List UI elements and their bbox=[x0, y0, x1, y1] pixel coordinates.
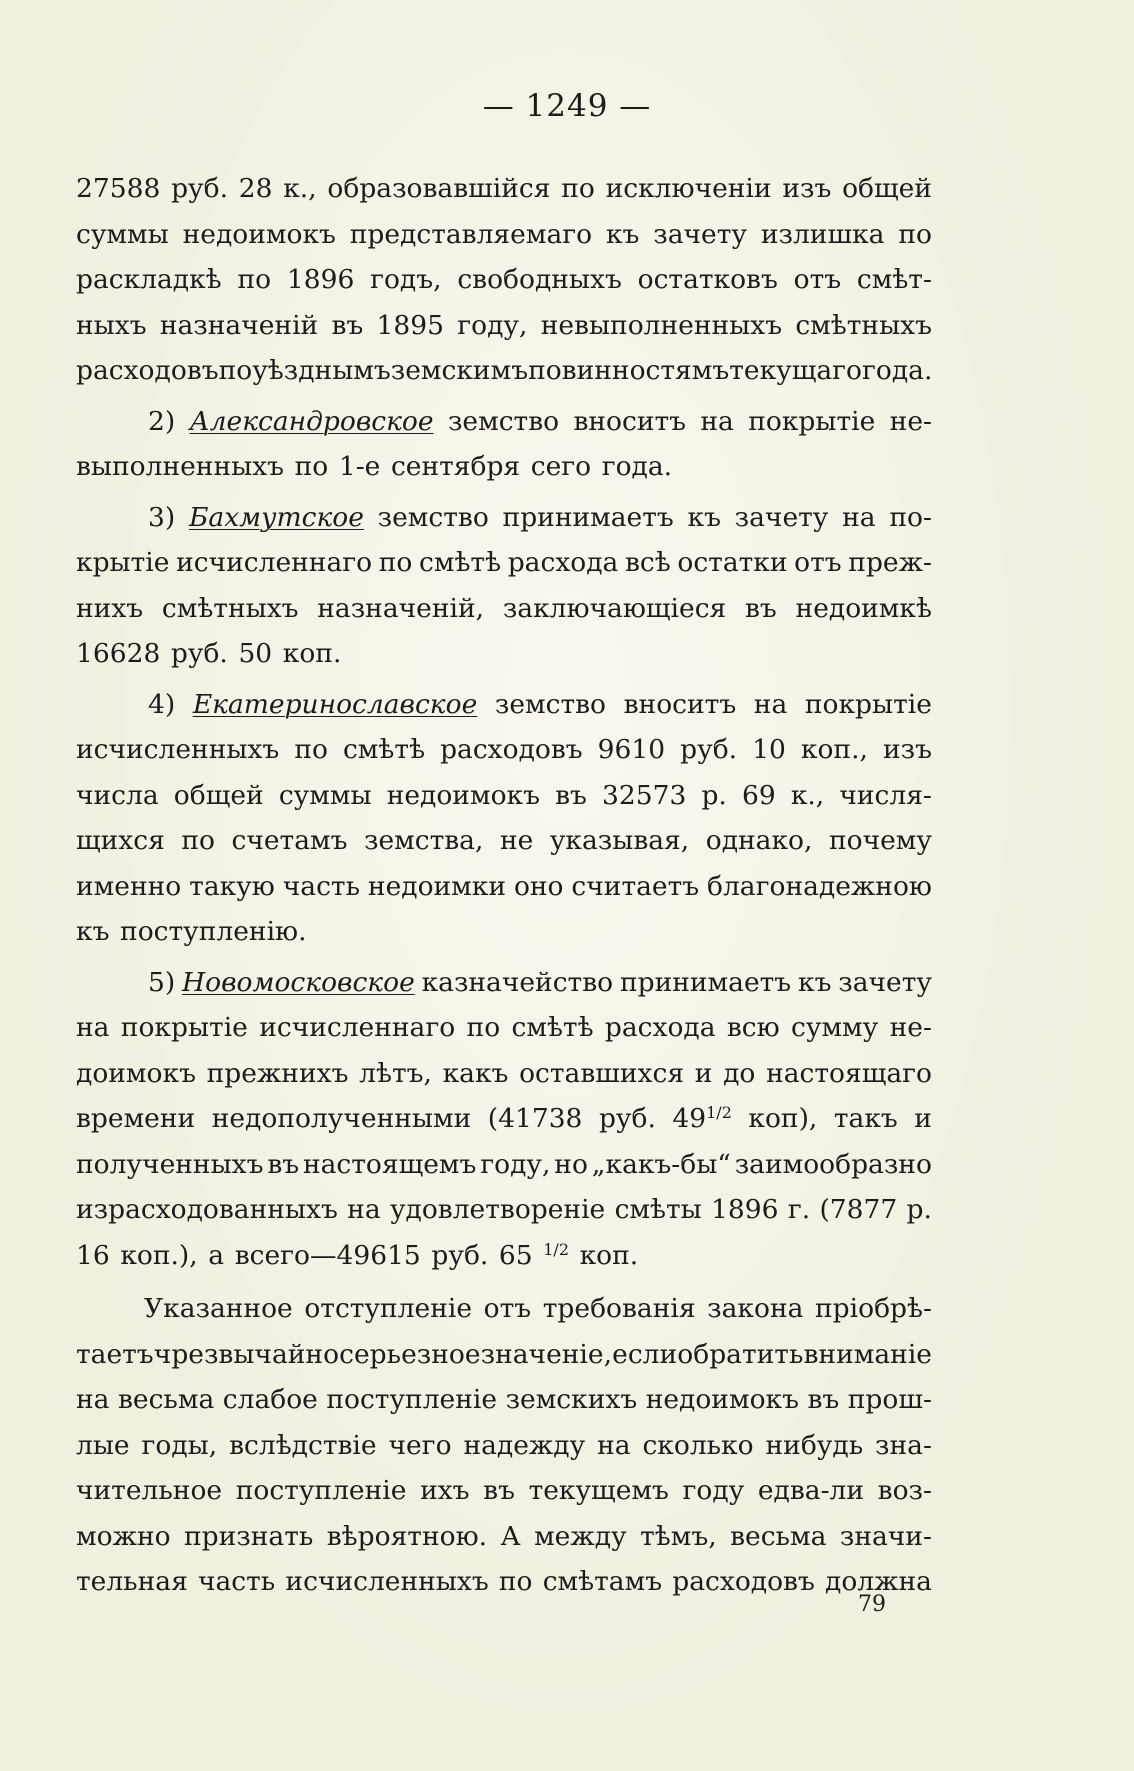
text-line bbox=[76, 818, 932, 864]
word: суммы bbox=[76, 218, 169, 250]
body-text bbox=[76, 166, 932, 1605]
text-line bbox=[76, 1559, 932, 1605]
word: (41738 bbox=[487, 1103, 583, 1134]
word: израсходованныхъ bbox=[76, 1194, 338, 1225]
word: недоимки bbox=[367, 870, 507, 902]
word: текущемъ bbox=[528, 1475, 669, 1506]
amount-whole: 49 bbox=[672, 1103, 707, 1134]
text-line bbox=[76, 1514, 932, 1560]
word: смѣтѣ bbox=[342, 734, 426, 765]
word: земство bbox=[447, 405, 560, 437]
word: въ bbox=[745, 592, 777, 624]
word: поступленію. bbox=[120, 916, 307, 947]
word: уѣзднымъ bbox=[252, 355, 391, 386]
word: годъ, bbox=[370, 264, 442, 295]
text-line bbox=[76, 348, 932, 394]
word: на bbox=[842, 501, 876, 533]
word: коп., bbox=[800, 734, 868, 765]
word: весьма bbox=[117, 1384, 215, 1415]
text-line bbox=[76, 1332, 932, 1378]
word: настоящаго bbox=[766, 1057, 932, 1089]
word: доимокъ bbox=[76, 1057, 196, 1089]
word: покрытіе bbox=[120, 1012, 248, 1043]
word: на bbox=[76, 1012, 110, 1043]
word: счетамъ bbox=[231, 825, 348, 856]
word: между bbox=[534, 1520, 627, 1552]
text-line bbox=[76, 631, 932, 677]
word: чрезвычайно bbox=[153, 1338, 340, 1370]
word: раскладкѣ bbox=[76, 264, 222, 295]
item-number: 5) bbox=[148, 966, 176, 998]
word: вноситъ bbox=[573, 405, 687, 437]
word: 28 bbox=[238, 173, 273, 204]
word: смѣт- bbox=[856, 264, 932, 295]
word: земство bbox=[377, 501, 489, 533]
word: руб. bbox=[171, 173, 228, 204]
word: „какъ-бы“ bbox=[591, 1148, 731, 1180]
word: 1896 bbox=[711, 1194, 779, 1225]
word: въ bbox=[267, 1148, 300, 1180]
word: излишка bbox=[760, 218, 885, 250]
word: всего—49615 bbox=[234, 1239, 421, 1271]
word: года. bbox=[601, 451, 673, 482]
word: Указанное bbox=[144, 1293, 293, 1324]
text-line bbox=[76, 864, 932, 910]
word: казначейство bbox=[421, 966, 614, 998]
amount-with-fraction bbox=[499, 1233, 569, 1279]
text-line bbox=[76, 1286, 932, 1332]
word: 16628 bbox=[76, 638, 161, 669]
word: исчисленнаго bbox=[176, 547, 373, 578]
word: образовавшійся bbox=[327, 173, 551, 204]
paragraph-3-first-line bbox=[76, 495, 932, 541]
amount-fraction: 1/2 bbox=[706, 1103, 732, 1122]
text-line bbox=[76, 1051, 932, 1097]
word: представляемаго bbox=[349, 218, 593, 250]
word: зачету bbox=[734, 501, 829, 533]
word: коп.), bbox=[120, 1239, 198, 1271]
item-number: 4) bbox=[148, 688, 176, 720]
page-number-header: — 1249 — bbox=[482, 88, 652, 124]
word: 50 bbox=[238, 638, 273, 669]
word: сего bbox=[530, 451, 592, 482]
word: г. bbox=[787, 1194, 811, 1225]
word: всѣ bbox=[624, 547, 671, 578]
word: зачету bbox=[838, 966, 932, 998]
word: смѣтныхъ bbox=[161, 592, 299, 624]
word: не- bbox=[889, 1012, 932, 1043]
word: руб. bbox=[598, 1103, 656, 1134]
word: покрытіе bbox=[804, 688, 932, 720]
text-line bbox=[76, 1468, 932, 1514]
word: остатковъ bbox=[637, 264, 778, 295]
word: ныхъ bbox=[76, 309, 147, 341]
word: полученныхъ bbox=[76, 1148, 264, 1180]
word: числя- bbox=[839, 779, 932, 811]
word: почему bbox=[828, 825, 932, 856]
word: по bbox=[237, 264, 272, 295]
word: а bbox=[208, 1239, 225, 1271]
word: такую bbox=[189, 870, 275, 902]
word: лѣтъ, bbox=[359, 1057, 432, 1089]
text-line bbox=[76, 212, 932, 258]
word: земство bbox=[494, 688, 607, 720]
word: тельная bbox=[76, 1566, 188, 1597]
word: недоимокъ bbox=[182, 218, 336, 250]
word: считаетъ bbox=[571, 870, 700, 902]
word: по bbox=[294, 451, 329, 482]
word: прежнихъ bbox=[206, 1057, 349, 1089]
word: свободныхъ bbox=[457, 264, 622, 295]
word: году, bbox=[457, 309, 528, 341]
word: настоящемъ bbox=[302, 1148, 477, 1180]
word: изъ bbox=[782, 173, 832, 204]
word: лые bbox=[76, 1429, 130, 1461]
word: зна- bbox=[875, 1429, 932, 1461]
word: значеніе, bbox=[480, 1338, 613, 1370]
word: благонадежною bbox=[707, 870, 932, 902]
paragraph-4-first-line bbox=[76, 682, 932, 728]
word: и bbox=[694, 1057, 713, 1089]
text-line-fraction bbox=[76, 1096, 932, 1142]
word: въ bbox=[331, 309, 364, 341]
word: заключающіеся bbox=[502, 592, 727, 624]
word: общей bbox=[173, 779, 264, 811]
word: часть bbox=[197, 1566, 276, 1597]
word: недополученными bbox=[211, 1103, 472, 1134]
word: по- bbox=[889, 501, 932, 533]
word: въ bbox=[555, 779, 587, 811]
word: смѣтѣ bbox=[419, 547, 502, 578]
word: сентября bbox=[390, 451, 521, 482]
word: въ bbox=[807, 1384, 840, 1415]
word: к., bbox=[283, 173, 317, 204]
word: р. bbox=[701, 779, 727, 811]
word: по bbox=[181, 825, 215, 856]
word: 32573 bbox=[602, 779, 687, 811]
zemstvo-name: Александровское bbox=[189, 405, 434, 437]
word: къ bbox=[605, 218, 640, 250]
word: въ bbox=[483, 1475, 515, 1506]
word: на bbox=[76, 1384, 110, 1415]
word: коп. bbox=[282, 638, 342, 669]
word: 1895 bbox=[376, 309, 444, 341]
word: смѣтныхъ bbox=[795, 309, 932, 341]
word: руб. bbox=[170, 638, 228, 669]
word: указывая, bbox=[549, 825, 690, 856]
word: преж- bbox=[848, 547, 932, 578]
text-line bbox=[76, 1005, 932, 1051]
word: по bbox=[466, 1012, 501, 1043]
word: смѣтамъ bbox=[542, 1566, 663, 1597]
word: серьезное bbox=[339, 1338, 481, 1370]
word: отъ bbox=[483, 1293, 532, 1324]
amount-whole: 65 bbox=[498, 1239, 533, 1271]
word: оставшихся bbox=[519, 1057, 685, 1089]
word: общей bbox=[842, 173, 932, 204]
signature-mark: 79 bbox=[858, 1592, 886, 1617]
word: признать bbox=[184, 1520, 314, 1552]
word: изъ bbox=[882, 734, 932, 765]
word: слабое bbox=[222, 1384, 318, 1415]
word: и bbox=[914, 1103, 932, 1134]
word: покрытіе bbox=[748, 405, 876, 437]
word: отступленіе bbox=[304, 1293, 473, 1324]
word: коп. bbox=[579, 1239, 639, 1271]
word: надежду bbox=[463, 1429, 586, 1461]
word: едва-ли bbox=[757, 1475, 865, 1506]
text-line bbox=[76, 1377, 932, 1423]
word: времени bbox=[76, 1103, 196, 1134]
word: смѣтѣ bbox=[511, 1012, 594, 1043]
text-line-fraction bbox=[76, 1233, 932, 1279]
text-line bbox=[76, 257, 932, 303]
word: сумму bbox=[791, 1012, 879, 1043]
word: 27588 bbox=[76, 173, 161, 204]
word: 9610 bbox=[597, 734, 666, 765]
word: руб. bbox=[680, 734, 738, 765]
word: 1896 bbox=[286, 264, 355, 295]
word: земства, bbox=[364, 825, 484, 856]
word: удовлетвореніе bbox=[389, 1194, 606, 1225]
word: нибудь bbox=[765, 1429, 864, 1461]
word: какъ bbox=[442, 1057, 509, 1089]
word: весьма bbox=[730, 1520, 827, 1552]
text-line bbox=[76, 909, 932, 955]
word: прош- bbox=[847, 1384, 932, 1415]
word: именно bbox=[76, 870, 182, 902]
word: невыполненныхъ bbox=[540, 309, 783, 341]
word: выполненныхъ bbox=[76, 451, 285, 482]
word: числа bbox=[76, 779, 159, 811]
word: вниманіе bbox=[803, 1338, 932, 1370]
word: воз- bbox=[877, 1475, 932, 1506]
word: текущаго bbox=[729, 355, 863, 386]
word: года. bbox=[862, 355, 933, 386]
word: году, bbox=[480, 1148, 551, 1180]
word: пріобрѣ- bbox=[815, 1293, 932, 1324]
word: по bbox=[294, 734, 328, 765]
word: поступленіе bbox=[326, 1384, 498, 1415]
word: земскихъ bbox=[505, 1384, 638, 1415]
word: 16 bbox=[76, 1239, 110, 1271]
text-line bbox=[76, 1187, 932, 1233]
text-line bbox=[76, 1142, 932, 1188]
word: всю bbox=[726, 1012, 780, 1043]
word: не- bbox=[889, 405, 932, 437]
word: если bbox=[612, 1338, 678, 1370]
word: до bbox=[723, 1057, 756, 1089]
word: (7877 bbox=[819, 1194, 898, 1225]
word: принимаетъ bbox=[619, 966, 792, 998]
word: зачету bbox=[653, 218, 747, 250]
word: можно bbox=[76, 1520, 171, 1552]
word: остатки bbox=[677, 547, 788, 578]
word: недоимкѣ bbox=[795, 592, 932, 624]
word: исчисленнаго bbox=[259, 1012, 456, 1043]
word: назначеній, bbox=[317, 592, 485, 624]
text-line bbox=[76, 166, 932, 212]
word: недоимокъ bbox=[645, 1384, 799, 1415]
word: повинностямъ bbox=[528, 355, 730, 386]
word: отъ bbox=[794, 547, 842, 578]
word: часть bbox=[282, 870, 360, 902]
word: не bbox=[499, 825, 534, 856]
word: по bbox=[898, 218, 932, 250]
word: на bbox=[753, 688, 788, 720]
word: вноситъ bbox=[623, 688, 737, 720]
word: по bbox=[498, 1566, 533, 1597]
word: смѣты bbox=[614, 1194, 702, 1225]
word: расходовъ bbox=[672, 1566, 815, 1597]
word: расходовъ bbox=[76, 355, 219, 386]
paragraph-2-first-line bbox=[76, 399, 932, 445]
word: къ bbox=[687, 501, 721, 533]
item-number: 2) bbox=[148, 405, 176, 437]
word: 69 bbox=[741, 779, 776, 811]
word: на bbox=[347, 1194, 381, 1225]
text-line bbox=[76, 773, 932, 819]
word: сколько bbox=[642, 1429, 754, 1461]
text-line bbox=[76, 1423, 932, 1469]
word: исчисленныхъ bbox=[76, 734, 280, 765]
word: но bbox=[554, 1148, 588, 1180]
word: руб. bbox=[431, 1239, 489, 1271]
word: 10 bbox=[752, 734, 786, 765]
word: принимаетъ bbox=[502, 501, 674, 533]
word: обратить bbox=[677, 1338, 804, 1370]
word: крытіе bbox=[76, 547, 170, 578]
word: расходовъ bbox=[440, 734, 583, 765]
word: на bbox=[700, 405, 734, 437]
text-line bbox=[76, 727, 932, 773]
word: р. bbox=[906, 1194, 932, 1225]
zemstvo-name: Бахмутское bbox=[188, 501, 364, 533]
word: чительное bbox=[76, 1475, 223, 1506]
word: значи- bbox=[839, 1520, 932, 1552]
word: къ bbox=[798, 966, 832, 998]
word: коп), bbox=[748, 1103, 818, 1134]
word: по bbox=[561, 173, 595, 204]
word: 1-е bbox=[338, 451, 381, 482]
word: такъ bbox=[833, 1103, 898, 1134]
amount-with-fraction bbox=[672, 1096, 731, 1142]
word: по bbox=[378, 547, 413, 578]
word: недоимокъ bbox=[386, 779, 540, 811]
word: назначеній bbox=[159, 309, 319, 341]
word: чего bbox=[388, 1429, 452, 1461]
word: вслѣдствіе bbox=[229, 1429, 377, 1461]
word: исключеніи bbox=[605, 173, 772, 204]
word: поступленіе bbox=[235, 1475, 407, 1506]
word: к., bbox=[790, 779, 825, 811]
word: расхода bbox=[507, 547, 619, 578]
word: расхода bbox=[604, 1012, 716, 1043]
word: къ bbox=[76, 916, 110, 947]
word: щихся bbox=[76, 825, 165, 856]
word: оно bbox=[513, 870, 564, 902]
word: вѣроятною. bbox=[326, 1520, 488, 1552]
text-line bbox=[76, 540, 932, 586]
word: требованія bbox=[542, 1293, 696, 1324]
word: на bbox=[597, 1429, 631, 1461]
text-line bbox=[76, 444, 932, 490]
word: тѣмъ, bbox=[640, 1520, 717, 1552]
zemstvo-name: Екатеринославское bbox=[192, 688, 478, 720]
word: должна bbox=[825, 1566, 932, 1597]
amount-fraction: 1/2 bbox=[543, 1239, 569, 1259]
word: отъ bbox=[793, 264, 842, 295]
word: заимообразно bbox=[734, 1148, 932, 1180]
word: ихъ bbox=[420, 1475, 470, 1506]
treasury-name: Новомосковское bbox=[182, 966, 415, 998]
text-line bbox=[76, 586, 932, 632]
paragraph-5-first-line bbox=[76, 960, 932, 1006]
word: по bbox=[218, 355, 253, 386]
word: однако, bbox=[705, 825, 813, 856]
word: А bbox=[500, 1520, 521, 1552]
word: земскимъ bbox=[390, 355, 529, 386]
word: году bbox=[682, 1475, 745, 1506]
word: нихъ bbox=[76, 592, 144, 624]
word: таетъ bbox=[76, 1338, 154, 1370]
word: исчисленныхъ bbox=[285, 1566, 489, 1597]
word: закона bbox=[707, 1293, 804, 1324]
word: суммы bbox=[278, 779, 372, 811]
word: годы, bbox=[141, 1429, 218, 1461]
item-number: 3) bbox=[148, 501, 176, 533]
text-line bbox=[76, 303, 932, 349]
